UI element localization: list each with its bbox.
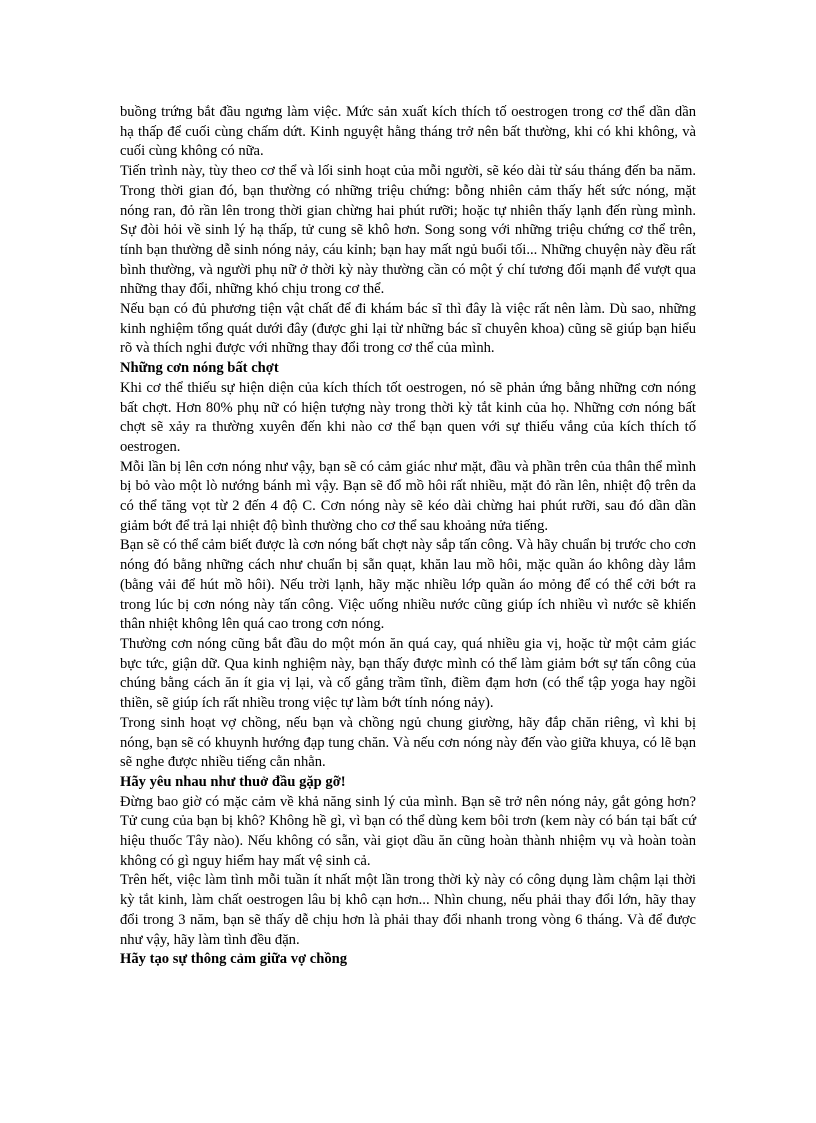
paragraph-hot-flashes-feeling: Mỗi lần bị lên cơn nóng như vậy, bạn sẽ có cảm giác như mặt, đầu và phần trên của thân thể mình bị bỏ vào một lò nướng bánh mì vậy. Bạn sẽ đổ mồ hôi rất nhiều, mặt đỏ rần lên, nhiệt độ trên da có thể tăng vọt từ 2 đến 4 độ C. Cơn nóng này sẽ kéo dài chừng hai phút rưỡi, sau đó dần dần giảm bớt để trả lại nhiệt độ bình thường cho cơ thể sau khoảng nửa tiếng. (120, 458, 696, 534)
paragraph-love-confidence: Đừng bao giờ có mặc cảm về khả năng sinh lý của mình. Bạn sẽ trở nên nóng nảy, gắt gỏng hơn? Tử cung của bạn bị khô? Không hề gì, vì bạn có thể dùng kem bôi trơn (kem này có bán tại bất cứ hiệu thuốc Tây nào). Nếu không có sẵn, vài giọt dầu ăn cũng hoàn thành nhiệm vụ và hoàn toàn không có gì nguy hiểm hay mất vệ sinh cả. (120, 793, 696, 869)
paragraph-love-frequency: Trên hết, việc làm tình mỗi tuần ít nhất một lần trong thời kỳ này có công dụng làm chậm lại thời kỳ tắt kinh, làm chất oestrogen lâu bị khô cạn hơn... Nhìn chung, nếu phải thay đổi lớn, hãy thay đổi trong 3 năm, bạn sẽ thấy dễ chịu hơn là phải thay đổi nhanh trong vòng 6 tháng. Và để được như vậy, hãy làm tình đều đặn. (120, 872, 696, 948)
heading-understanding: Hãy tạo sự thông cảm giữa vợ chồng (120, 951, 348, 968)
document-page (120, 103, 696, 970)
heading-hot-flashes: Những cơn nóng bất chợt (120, 360, 279, 377)
paragraph-hot-flashes-intro: Khi cơ thể thiếu sự hiện diện của kích thích tốt oestrogen, nó sẽ phản ứng bằng những cơn nóng bất chợt. Hơn 80% phụ nữ có hiện tượng này trong thời kỳ tắt kinh của họ. Những cơn nóng bất chợt sẽ xảy ra thường xuyên đến khi nào cơ thể bạn quen với sự thiếu vắng của kích thích tố oestrogen. (120, 379, 696, 455)
heading-love: Hãy yêu nhau như thuở đầu gặp gỡ! (120, 773, 346, 790)
paragraph-hot-flashes-prepare: Bạn sẽ có thể cảm biết được là cơn nóng bất chợt này sắp tấn công. Và hãy chuẩn bị trước cho cơn nóng đó bằng những cách như chuẩn bị sẵn quạt, khăn lau mồ hôi, mặc quần áo không dày lắm (bằng vải để hút mồ hôi). Nếu trời lạnh, hãy mặc nhiều lớp quần áo mỏng để có thể cởi bớt ra trong lúc bị cơn nóng này tấn công. Việc uống nhiều nước cũng giúp ích nhiều vì nước sẽ khiến thân nhiệt không lên quá cao trong cơn nóng. (120, 537, 696, 633)
paragraph-doctor: Nếu bạn có đủ phương tiện vật chất để đi khám bác sĩ thì đây là việc rất nên làm. Dù sao, những kinh nghiệm tổng quát dưới đây (được ghi lại từ những bác sĩ chuyên khoa) cũng sẽ giúp bạn hiểu rõ và thích nghi được với những thay đổi trong cơ thể của mình. (120, 301, 696, 357)
paragraph-hot-flashes-triggers: Thường cơn nóng cũng bắt đầu do một món ăn quá cay, quá nhiều gia vị, hoặc từ một cảm giác bực tức, giận dữ. Qua kinh nghiệm này, bạn thấy được mình có thể làm giảm bớt sự tấn công của chúng bằng cách ăn ít gia vị lại, và cố gắng trầm tĩnh, điềm đạm hơn (có thể tập yoga hay ngồi thiền, sẽ giúp ích rất nhiều trong việc tự làm bớt tính nóng nảy). (120, 635, 696, 712)
paragraph-process: Tiến trình này, tùy theo cơ thể và lối sinh hoạt của mỗi người, sẽ kéo dài từ sáu tháng đến ba năm. Trong thời gian đó, bạn thường có những triệu chứng: bỗng nhiên cảm thấy hết sức nóng, mặt nóng ran, đỏ rần lên trong thời gian chừng hai phút rưỡi; hoặc tự nhiên thấy lạnh đến rùng mình. Sự đòi hỏi về sinh lý hạ thấp, tử cung sẽ khô hơn. Song song với những triệu chứng cơ thể trên, tính bạn thường dễ sinh nóng nảy, cáu kỉnh; bạn hay mất ngủ buổi tối... Những chuyện này đều rất bình thường, và người phụ nữ ở thời kỳ này thường cần có một ý chí tương đối mạnh để vượt qua những thay đổi, những khó chịu trong cơ thể. (120, 163, 696, 298)
paragraph-married-life: Trong sinh hoạt vợ chồng, nếu bạn và chồng ngủ chung giường, hãy đắp chăn riêng, vì khi bị nóng, bạn sẽ có khuynh hướng đạp tung chăn. Và nếu cơn nóng này đến vào giữa khuya, có lẽ bạn sẽ nghe được nhiều tiếng cằn nhằn. (120, 714, 696, 771)
paragraph-ovary: buồng trứng bắt đầu ngưng làm việc. Mức sản xuất kích thích tố oestrogen trong cơ thể dần dần hạ thấp để cuối cùng chấm dứt. Kinh nguyệt hằng tháng trở nên bất thường, khi có khi không, và cuối cùng không có nữa. (120, 104, 696, 160)
